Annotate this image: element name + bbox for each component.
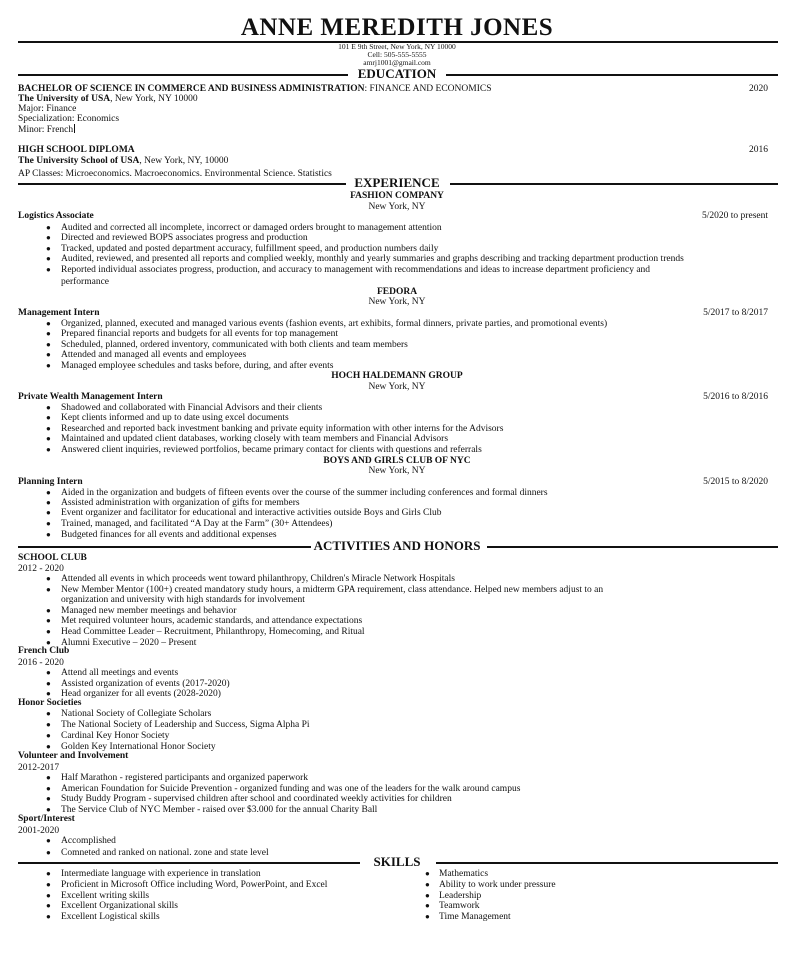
- job-title: Management Intern: [18, 308, 100, 318]
- job-dates: 5/2016 to 8/2016: [703, 392, 768, 402]
- activity-bullet: Cardinal Key Honor Society: [61, 731, 170, 741]
- bullet-icon: ●: [46, 869, 51, 878]
- company-location: New York, NY: [368, 382, 426, 392]
- bullet-icon: ●: [46, 340, 51, 349]
- skill-item: Leadership: [439, 891, 482, 901]
- education-year: 2020: [749, 84, 768, 94]
- activity-dates: 2012 - 2020: [18, 564, 64, 574]
- job-bullet: Directed and reviewed BOPS associates progress and production: [61, 233, 308, 243]
- bullet-icon: ●: [46, 361, 51, 370]
- bullet-icon: ●: [46, 574, 51, 583]
- contact-email: amrj1001@gmail.com: [363, 58, 431, 67]
- education-detail: Specialization: Economics: [18, 114, 120, 124]
- company-location: New York, NY: [368, 297, 426, 307]
- activity-bullet: Attend all meetings and events: [61, 668, 179, 678]
- bullet-icon: ●: [46, 413, 51, 422]
- job-title: Planning Intern: [18, 477, 83, 487]
- activity-title: French Club: [18, 646, 70, 656]
- bullet-icon: ●: [46, 794, 51, 803]
- education-school: The University of USA, New York, NY 10000: [18, 94, 198, 104]
- job-title: Private Wealth Management Intern: [18, 392, 163, 402]
- bullet-icon: ●: [46, 254, 51, 263]
- education-detail: Major: Finance: [18, 104, 77, 114]
- job-bullet: Budgeted finances for all events and additional expenses: [61, 530, 277, 540]
- bullet-icon: ●: [425, 891, 430, 900]
- activity-bullet: Study Buddy Program - supervised children after school and coordinated weekly activities for children: [61, 794, 452, 804]
- education-detail: Minor: French: [18, 125, 74, 135]
- job-bullet: Organized, planned, executed and managed various events (fashion events, art exhibits, formal dinners, private parties, and promotional events): [61, 319, 608, 329]
- company-name: FEDORA: [376, 287, 418, 297]
- bullet-icon: ●: [46, 679, 51, 688]
- job-bullet: Attended and managed all events and employees: [61, 350, 247, 360]
- activity-bullet: Comneted and ranked on national. zone and state level: [61, 848, 269, 858]
- education-heading: EDUCATION: [357, 66, 437, 81]
- bullet-icon: ●: [46, 403, 51, 412]
- activity-title: Sport/Interest: [18, 814, 75, 824]
- bullet-icon: ●: [46, 498, 51, 507]
- job-dates: 5/2017 to 8/2017: [703, 308, 768, 318]
- bullet-icon: ●: [46, 434, 51, 443]
- bullet-icon: ●: [46, 329, 51, 338]
- contact-address: 101 E 9th Street, New York, NY 10000: [338, 42, 456, 51]
- job-bullet: Shadowed and collaborated with Financial Advisors and their clients: [61, 403, 323, 413]
- bullet-icon: ●: [46, 668, 51, 677]
- job-bullet: Trained, managed, and facilitated “A Day at the Farm” (30+ Attendees): [61, 519, 333, 529]
- bullet-icon: ●: [46, 901, 51, 910]
- bullet-icon: ●: [425, 912, 430, 921]
- activity-bullet: New Member Mentor (100+) created mandatory study hours, a midterm GPA requirement, class attendance. Helped new members adjust to an: [61, 585, 604, 595]
- education-year: 2016: [749, 145, 768, 155]
- activity-bullet: American Foundation for Suicide Prevention - organized funding and was one of the leaders for the walk around campus: [61, 784, 521, 794]
- job-bullet: Managed employee schedules and tasks before, during, and after events: [61, 361, 334, 371]
- bullet-icon: ●: [46, 784, 51, 793]
- bullet-icon: ●: [46, 638, 51, 647]
- education-detail: AP Classes: Microeconomics. Macroeconomics. Environmental Science. Statistics: [18, 169, 332, 179]
- bullet-icon: ●: [425, 880, 430, 889]
- bullet-icon: ●: [46, 891, 51, 900]
- activity-bullet: Accomplished: [61, 836, 116, 846]
- experience-heading: EXPERIENCE: [354, 175, 440, 190]
- skill-item: Mathematics: [439, 869, 489, 879]
- activity-bullet-continued: organization and university with high standards for involvement: [61, 595, 305, 605]
- bullet-icon: ●: [46, 805, 51, 814]
- education-school: The University School of USA, New York, NY, 10000: [18, 156, 229, 166]
- resume-name: ANNE MEREDITH JONES: [240, 14, 554, 41]
- job-bullet: Researched and reported back investment banking and private equity information with other interns for the Advisors: [61, 424, 504, 434]
- activity-bullet: Assisted organization of events (2017-2020): [61, 679, 230, 689]
- skill-item: Teamwork: [439, 901, 480, 911]
- skill-item: Time Management: [439, 912, 511, 922]
- bullet-icon: ●: [46, 616, 51, 625]
- bullet-icon: ●: [46, 519, 51, 528]
- skill-item: Excellent writing skills: [61, 891, 150, 901]
- activity-dates: 2012-2017: [18, 763, 60, 773]
- bullet-icon: ●: [46, 445, 51, 454]
- activity-title: Honor Societies: [18, 698, 82, 708]
- skill-item: Proficient in Microsoft Office including Word, PowerPoint, and Excel: [61, 880, 328, 890]
- activity-bullet: Half Marathon - registered participants and organized paperwork: [61, 773, 308, 783]
- company-name: FASHION COMPANY: [350, 191, 444, 201]
- skill-item: Ability to work under pressure: [439, 880, 556, 890]
- job-bullet: Assisted administration with organization of gifts for members: [61, 498, 300, 508]
- activity-bullet: National Society of Collegiate Scholars: [61, 709, 212, 719]
- activity-bullet: The Service Club of NYC Member - raised over $3.000 for the annual Charity Ball: [61, 805, 378, 815]
- education-degree: BACHELOR OF SCIENCE IN COMMERCE AND BUSINESS ADMINISTRATION: FINANCE AND ECONOMICS: [18, 84, 492, 94]
- bullet-icon: ●: [46, 912, 51, 921]
- job-dates: 5/2020 to present: [702, 211, 768, 221]
- activity-bullet: Alumni Executive – 2020 – Present: [61, 638, 197, 648]
- bullet-icon: ●: [46, 350, 51, 359]
- contact-cell: Cell: 505-555-5555: [367, 50, 427, 59]
- bullet-icon: ●: [46, 731, 51, 740]
- bullet-icon: ●: [46, 689, 51, 698]
- job-bullet: Maintained and updated client databases, working closely with team members and Financial Advisors: [61, 434, 449, 444]
- bullet-icon: ●: [46, 742, 51, 751]
- bullet-icon: ●: [46, 720, 51, 729]
- activity-bullet: Attended all events in which proceeds went toward philanthropy, Children's Miracle Network Hospitals: [61, 574, 455, 584]
- job-bullet: Event organizer and facilitator for educational and interactive activities outside Boys and Girls Club: [61, 508, 442, 518]
- job-bullet: Answered client inquiries, reviewed portfolios, became primary contact for clients with questions and referrals: [61, 445, 482, 455]
- bullet-icon: ●: [46, 773, 51, 782]
- bullet-icon: ●: [46, 265, 51, 274]
- skill-item: Intermediate language with experience in translation: [61, 869, 261, 879]
- activity-bullet: Head organizer for all events (2028-2020): [61, 689, 221, 699]
- job-dates: 5/2015 to 8/2020: [703, 477, 768, 487]
- activity-bullet: Met required volunteer hours, academic standards, and attendance expectations: [61, 616, 363, 626]
- bullet-icon: ●: [46, 709, 51, 718]
- bullet-icon: ●: [46, 880, 51, 889]
- bullet-icon: ●: [46, 627, 51, 636]
- education-degree: HIGH SCHOOL DIPLOMA: [18, 145, 135, 155]
- job-bullet-continued: performance: [61, 277, 109, 287]
- activity-dates: 2016 - 2020: [18, 658, 64, 668]
- company-location: New York, NY: [368, 202, 426, 212]
- bullet-icon: ●: [46, 223, 51, 232]
- activity-bullet: The National Society of Leadership and Success, Sigma Alpha Pi: [61, 720, 310, 730]
- bullet-icon: ●: [46, 606, 51, 615]
- skill-item: Excellent Organizational skills: [61, 901, 178, 911]
- job-bullet: Aided in the organization and budgets of fifteen events over the course of the summer including conferences and formal dinners: [61, 488, 548, 498]
- job-bullet: Tracked, updated and posted department accuracy, fulfillment speed, and production numbers daily: [61, 244, 439, 254]
- job-bullet: Prepared financial reports and budgets for all events for top management: [61, 329, 338, 339]
- activity-bullet: Golden Key International Honor Society: [61, 742, 216, 752]
- activity-bullet: Head Committee Leader – Recruitment, Philanthropy, Homecoming, and Ritual: [61, 627, 365, 637]
- activity-dates: 2001-2020: [18, 826, 60, 836]
- bullet-icon: ●: [46, 488, 51, 497]
- bullet-icon: ●: [46, 424, 51, 433]
- bullet-icon: ●: [425, 901, 430, 910]
- bullet-icon: ●: [425, 869, 430, 878]
- bullet-icon: ●: [46, 233, 51, 242]
- company-name: BOYS AND GIRLS CLUB OF NYC: [323, 456, 471, 466]
- bullet-icon: ●: [46, 319, 51, 328]
- bullet-icon: ●: [46, 585, 51, 594]
- company-name: HOCH HALDEMANN GROUP: [331, 371, 463, 381]
- skill-item: Excellent Logistical skills: [61, 912, 160, 922]
- activity-title: Volunteer and Involvement: [18, 751, 129, 761]
- activity-title: SCHOOL CLUB: [18, 553, 87, 563]
- company-location: New York, NY: [368, 466, 426, 476]
- bullet-icon: ●: [46, 508, 51, 517]
- bullet-icon: ●: [46, 244, 51, 253]
- job-bullet: Kept clients informed and up to date using excel documents: [61, 413, 289, 423]
- job-bullet: Scheduled, planned, ordered inventory, communicated with both clients and team members: [61, 340, 408, 350]
- skills-heading: SKILLS: [373, 854, 421, 869]
- activities-heading: ACTIVITIES AND HONORS: [313, 538, 481, 553]
- job-title: Logistics Associate: [18, 211, 94, 221]
- job-bullet: Audited and corrected all incomplete, incorrect or damaged orders brought to management attention: [61, 223, 442, 233]
- activity-bullet: Managed new member meetings and behavior: [61, 606, 237, 616]
- bullet-icon: ●: [46, 848, 51, 857]
- bullet-icon: ●: [46, 836, 51, 845]
- bullet-icon: ●: [46, 530, 51, 539]
- job-bullet: Reported individual associates progress, production, and accuracy to management with recommendations and ideas to increase department proficiency and: [61, 265, 651, 275]
- job-bullet: Audited, reviewed, and presented all reports and complied weekly, monthly and yearly summaries and graphs describing and tracking department production trends: [61, 254, 684, 264]
